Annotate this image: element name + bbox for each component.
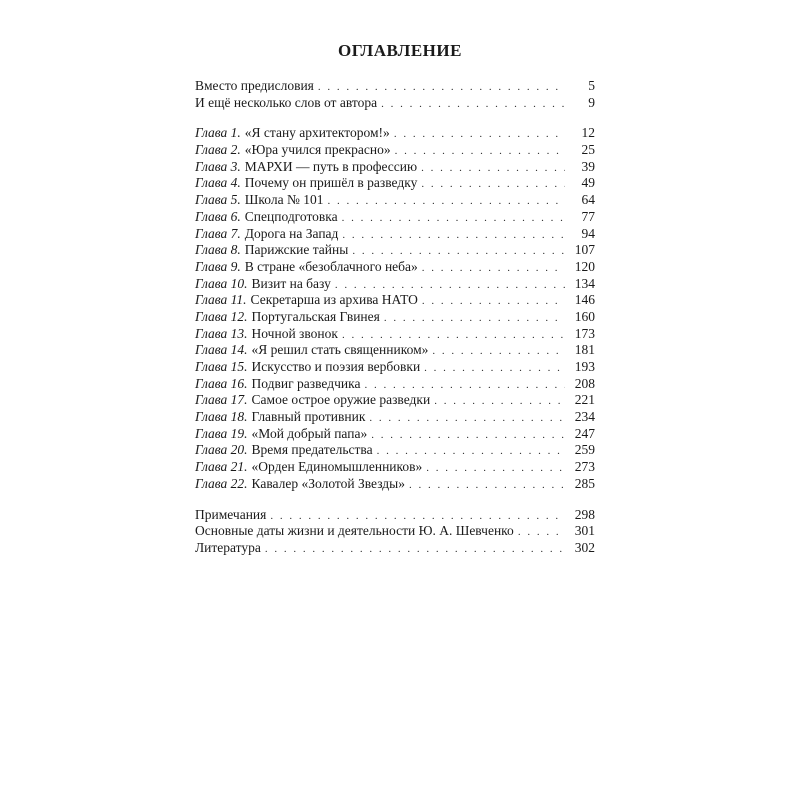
entry-page: 134 [574, 275, 595, 291]
dot-leader [421, 160, 565, 177]
toc-entry-chapter-8[interactable] [195, 242, 595, 259]
entry-page: 208 [574, 375, 595, 391]
dot-leader [377, 443, 565, 460]
chapter-number: Глава 9. [195, 258, 241, 274]
chapter-number: Глава 5. [195, 192, 241, 208]
toc-entry-author-note[interactable] [195, 95, 595, 112]
entry-title: Спецподготовка [244, 208, 338, 224]
dot-leader [342, 327, 565, 344]
toc-entry-chapter-3[interactable] [195, 159, 595, 176]
entry-page: 160 [574, 308, 595, 324]
entry-title: Основные даты жизни и деятельности Ю. А. Шевченко [195, 523, 514, 539]
chapter-number: Глава 14. [195, 342, 248, 358]
entry-page: 181 [574, 342, 595, 358]
toc-entry-chapter-22[interactable] [195, 476, 595, 493]
dot-leader [424, 360, 565, 377]
toc-entry-chapter-21[interactable] [195, 459, 595, 476]
chapter-number: Глава 12. [195, 308, 248, 324]
dot-leader [265, 541, 565, 558]
dot-leader [422, 260, 565, 277]
dot-leader [394, 126, 565, 143]
dot-leader [342, 227, 565, 244]
entry-title: «Мой добрый папа» [251, 425, 368, 441]
toc-entry-chapter-15[interactable] [195, 359, 595, 376]
entry-page: 5 [588, 78, 595, 93]
dot-leader [384, 310, 565, 327]
entry-title: «Я стану архитектором!» [244, 125, 390, 141]
toc-entry-chapter-20[interactable] [195, 442, 595, 459]
chapter-number: Глава 16. [195, 375, 248, 391]
entry-page: 234 [574, 409, 595, 425]
chapter-number: Глава 18. [195, 409, 248, 425]
toc-entry-chapter-11[interactable] [195, 292, 595, 309]
chapter-number: Глава 10. [195, 275, 248, 291]
entry-page: 94 [581, 225, 595, 241]
page-title: ОГЛАВЛЕНИЕ [338, 41, 462, 60]
entry-title: Вместо предисловия [195, 78, 314, 93]
toc-entry-chapter-9[interactable] [195, 259, 595, 276]
toc-entry-chapter-6[interactable] [195, 209, 595, 226]
chapter-number: Глава 22. [195, 475, 248, 491]
entry-title: «Юра учился прекрасно» [244, 142, 391, 158]
table-of-contents [195, 78, 595, 557]
entry-page: 173 [574, 325, 595, 341]
entry-page: 64 [581, 192, 595, 208]
dot-leader [381, 96, 565, 113]
dot-leader [518, 524, 565, 541]
entry-title: Секретарша из архива НАТО [250, 292, 418, 308]
toc-entry-chapter-4[interactable] [195, 175, 595, 192]
toc-entry-chronology[interactable] [195, 523, 595, 540]
entry-title: Главный противник [251, 409, 366, 425]
toc-entry-chapter-7[interactable] [195, 226, 595, 243]
front-matter-list [195, 78, 595, 111]
chapter-number: Глава 21. [195, 459, 248, 475]
toc-entry-chapter-12[interactable] [195, 309, 595, 326]
entry-title: Парижские тайны [244, 242, 349, 258]
dot-leader [318, 79, 565, 96]
entry-title: Португальская Гвинея [251, 308, 380, 324]
entry-page: 193 [574, 359, 595, 374]
entry-title: Почему он пришёл в разведку [244, 175, 418, 191]
entry-title: Примечания [195, 506, 267, 522]
toc-entry-chapter-17[interactable] [195, 392, 595, 409]
entry-page: 302 [574, 539, 595, 555]
toc-entry-bibliography[interactable] [195, 540, 595, 557]
dot-leader [395, 143, 565, 160]
entry-page: 273 [574, 459, 595, 475]
toc-entry-chapter-14[interactable] [195, 342, 595, 359]
entry-title: Визит на базу [251, 275, 331, 291]
entry-title: В стране «безоблачного неба» [244, 258, 418, 274]
dot-leader [352, 243, 565, 260]
entry-page: 77 [581, 208, 595, 224]
dot-leader [426, 460, 565, 477]
entry-title: Дорога на Запад [244, 225, 339, 241]
entry-page: 120 [574, 258, 595, 274]
entry-page: 221 [574, 392, 595, 408]
chapter-number: Глава 6. [195, 208, 241, 224]
entry-title: Время предательства [251, 442, 373, 458]
entry-page: 259 [574, 442, 595, 458]
chapter-number: Глава 13. [195, 325, 248, 341]
chapter-number: Глава 20. [195, 442, 248, 458]
entry-title: Школа № 101 [244, 192, 324, 208]
entry-title: Ночной звонок [251, 325, 338, 341]
dot-leader [364, 377, 565, 394]
chapter-number: Глава 15. [195, 359, 248, 374]
chapter-list [195, 125, 595, 492]
dot-leader [432, 343, 565, 360]
chapter-number: Глава 3. [195, 158, 241, 174]
entry-title: Самое острое оружие разведки [251, 392, 431, 408]
chapter-number: Глава 8. [195, 242, 241, 258]
chapter-number: Глава 7. [195, 225, 241, 241]
entry-page: 107 [574, 242, 595, 258]
chapter-number: Глава 17. [195, 392, 248, 408]
chapter-number: Глава 11. [195, 292, 247, 308]
chapter-number: Глава 4. [195, 175, 241, 191]
toc-entry-chapter-16[interactable] [195, 376, 595, 393]
dot-leader [371, 427, 565, 444]
entry-page: 39 [581, 158, 595, 174]
entry-title: «Я решил стать священником» [251, 342, 429, 358]
chapter-number: Глава 19. [195, 425, 248, 441]
back-matter-list [195, 507, 595, 557]
toc-entry-chapter-1[interactable] [195, 125, 595, 142]
entry-page: 301 [574, 523, 595, 539]
dot-leader [327, 193, 565, 210]
dot-leader [270, 508, 565, 525]
dot-leader [409, 477, 565, 494]
entry-page: 49 [581, 175, 595, 191]
entry-page: 247 [574, 425, 595, 441]
entry-page: 25 [581, 142, 595, 158]
toc-entry-chapter-10[interactable] [195, 276, 595, 293]
toc-entry-notes[interactable] [195, 507, 595, 524]
entry-page: 12 [581, 125, 595, 141]
entry-title: Искусство и поэзия вербовки [251, 359, 421, 374]
entry-page: 9 [588, 94, 595, 110]
entry-title: И ещё несколько слов от автора [195, 94, 378, 110]
chapter-number: Глава 1. [195, 125, 241, 141]
entry-title: Кавалер «Золотой Звезды» [251, 475, 405, 491]
chapter-number: Глава 2. [195, 142, 241, 158]
dot-leader [342, 210, 565, 227]
entry-page: 298 [574, 506, 595, 522]
entry-page: 285 [574, 475, 595, 491]
entry-title: «Орден Единомышленников» [251, 459, 423, 475]
toc-entry-preface[interactable] [195, 78, 595, 95]
toc-entry-chapter-19[interactable] [195, 426, 595, 443]
toc-entry-chapter-2[interactable] [195, 142, 595, 159]
dot-leader [335, 277, 565, 294]
entry-title: Подвиг разведчика [251, 375, 361, 391]
toc-entry-chapter-5[interactable] [195, 192, 595, 209]
entry-title: МАРХИ — путь в профессию [244, 158, 418, 174]
toc-entry-chapter-18[interactable] [195, 409, 595, 426]
dot-leader [369, 410, 565, 427]
toc-entry-chapter-13[interactable] [195, 326, 595, 343]
entry-page: 146 [574, 292, 595, 308]
dot-leader [421, 176, 565, 193]
dot-leader [422, 293, 565, 310]
entry-title: Литература [195, 539, 261, 555]
dot-leader [434, 393, 565, 410]
